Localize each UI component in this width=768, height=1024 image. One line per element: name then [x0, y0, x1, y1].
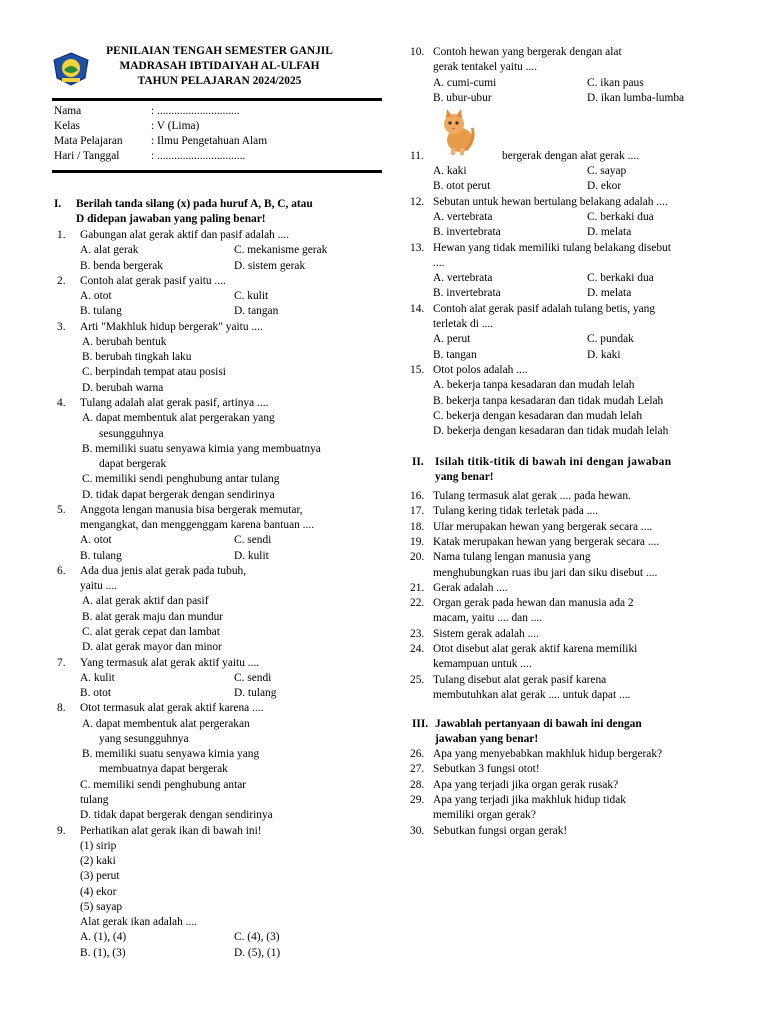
- option-a-b[interactable]: A. kulit: [80, 671, 115, 684]
- question-11-text: bergerak dengan alat gerak ....: [502, 150, 640, 162]
- option-c-d[interactable]: D. melata: [587, 287, 632, 300]
- question-number: 18.: [410, 520, 425, 533]
- option-c-d[interactable]: C. pundak: [587, 333, 634, 346]
- text-continuation: (4) ekor: [80, 885, 117, 898]
- option-c-d[interactable]: C. sendi: [234, 534, 272, 547]
- kelas-value: : V (Lima): [151, 120, 200, 132]
- text-continuation: kemampuan untuk ....: [433, 658, 532, 671]
- question-number: 21.: [410, 581, 425, 594]
- header-divider: [52, 98, 382, 101]
- option-a-b[interactable]: A. (1), (4): [80, 931, 127, 944]
- option-a-b[interactable]: B. tangan: [433, 348, 477, 361]
- text-continuation: memiliki organ gerak?: [433, 809, 536, 822]
- option-c-d[interactable]: C. sayap: [587, 165, 627, 177]
- question-text: Katak merupakan hewan yang bergerak secara ....: [433, 535, 660, 548]
- question-number: 4.: [57, 396, 66, 409]
- option-c-d[interactable]: C. sendi: [234, 671, 272, 684]
- section2-instruction-line2: yang benar!: [435, 471, 494, 483]
- mapel-value: : Ilmu Pengetahuan Alam: [151, 135, 268, 147]
- question-text: Tulang disebut alat gerak pasif karena: [433, 673, 607, 686]
- question-text: Contoh hewan yang bergerak dengan alat: [433, 46, 622, 58]
- option-long[interactable]: A. dapat membentuk alat pergerakan yang: [82, 412, 275, 425]
- text-continuation: gerak tentakel yaitu ....: [433, 61, 538, 74]
- question-text: Ular merupakan hewan yang bergerak secara ....: [433, 520, 653, 533]
- option-c-d[interactable]: D. sistem gerak: [234, 259, 306, 272]
- identity-divider: [52, 170, 382, 173]
- question-number: 15.: [410, 363, 425, 376]
- option-a-b[interactable]: A. vertebrata: [433, 210, 493, 223]
- question-text: Tulang adalah alat gerak pasif, artinya ....: [80, 396, 269, 409]
- question-text: Apa yang terjadi jika organ gerak rusak?: [433, 778, 619, 791]
- question-text: Sistem gerak adalah ....: [433, 627, 539, 640]
- question-text: Sebutkan fungsi organ gerak!: [433, 824, 568, 837]
- question-number: 1.: [57, 229, 66, 241]
- question-text: Otot termasuk alat gerak aktif karena ....: [80, 702, 264, 715]
- question-number: 19.: [410, 535, 425, 548]
- hari-field[interactable]: : ...............................: [151, 150, 246, 162]
- kelas-label: Kelas: [54, 120, 80, 132]
- text-continuation: ....: [433, 256, 445, 269]
- text-continuation: Alat gerak ikan adalah ....: [80, 916, 198, 929]
- option-c-d[interactable]: D. (5), (1): [234, 946, 281, 959]
- text-continuation: tulang: [80, 793, 109, 806]
- question-text: Ada dua jenis alat gerak pada tubuh,: [80, 564, 247, 577]
- question-number: 2.: [57, 274, 66, 287]
- option-long[interactable]: B. memiliki suatu senyawa kimia yang membuatnya: [82, 442, 321, 455]
- question-text: Otot disebut alat gerak aktif karena memiliki: [433, 643, 638, 655]
- option-c-d[interactable]: D. melata: [587, 226, 632, 239]
- question-text: Arti "Makhluk hidup bergerak" yaitu ....: [80, 320, 263, 333]
- question-number: 16.: [410, 490, 425, 502]
- question-number: 9.: [57, 824, 66, 837]
- question-text: Contoh alat gerak pasif yaitu ....: [80, 274, 226, 287]
- cat-image-icon: [438, 108, 478, 156]
- option-long[interactable]: D. berubah warna: [82, 381, 164, 394]
- option-long[interactable]: C. alat gerak cepat dan lambat: [82, 626, 220, 639]
- section3-number: III.: [412, 718, 429, 730]
- header-school: MADRASAH IBTIDAIYAH AL-ULFAH: [119, 60, 320, 72]
- option-continuation: yang sesungguhnya: [99, 732, 189, 745]
- option-c-d[interactable]: D. kaki: [587, 348, 621, 361]
- option-c-d[interactable]: D. kulit: [234, 549, 269, 562]
- option-long[interactable]: A. alat gerak aktif dan pasif: [82, 595, 209, 608]
- text-continuation: (2) kaki: [80, 855, 116, 868]
- question-number: 29.: [410, 793, 425, 806]
- text-continuation: macam, yaitu .... dan ....: [433, 612, 543, 625]
- question-number: 13.: [410, 241, 425, 254]
- header-title: PENILAIAN TENGAH SEMESTER GANJIL: [106, 45, 333, 57]
- question-number: 3.: [57, 320, 66, 333]
- text-continuation: B. bekerja tanpa kesadaran dan tidak mudah Lelah: [433, 394, 664, 407]
- option-long[interactable]: D. tidak dapat bergerak dengan sendirinya: [82, 488, 275, 501]
- question-number: 7.: [57, 656, 66, 669]
- option-long[interactable]: C. berpindah tempat atau posisi: [82, 366, 226, 379]
- question-number: 30.: [410, 824, 425, 837]
- text-continuation: (1) sirip: [80, 839, 117, 852]
- question-number: 26.: [410, 748, 425, 760]
- hari-label: Hari / Tanggal: [54, 150, 120, 162]
- section1-instruction-line1: Berilah tanda silang (x) pada huruf A, B, C, atau: [76, 198, 313, 210]
- option-a-b[interactable]: B. benda bergerak: [80, 259, 163, 272]
- question-number: 17.: [410, 505, 425, 518]
- option-long[interactable]: A. berubah bentuk: [82, 335, 167, 348]
- nama-label: Nama: [54, 105, 82, 117]
- question-text: Organ gerak pada hewan dan manusia ada 2: [433, 597, 634, 610]
- question-number: 8.: [57, 702, 66, 715]
- option-long[interactable]: A. dapat membentuk alat pergerakan: [82, 717, 250, 730]
- question-text: Anggota lengan manusia bisa bergerak memutar,: [80, 503, 303, 516]
- question-text: Otot polos adalah ....: [433, 363, 528, 376]
- section1-instruction-line2: D didepan jawaban yang paling benar!: [76, 213, 266, 225]
- nama-field[interactable]: : .............................: [151, 105, 240, 117]
- question-text: Nama tulang lengan manusia yang: [433, 551, 591, 564]
- option-c-d[interactable]: C. berkaki dua: [587, 272, 654, 285]
- question-number: 20.: [410, 551, 425, 564]
- option-a-b[interactable]: B. ubur-ubur: [433, 91, 492, 104]
- header-year: TAHUN PELAJARAN 2024/2025: [137, 75, 302, 87]
- option-long[interactable]: B. berubah tingkah laku: [82, 351, 192, 364]
- option-a-b[interactable]: A. cumi-cumi: [433, 76, 497, 89]
- option-c-d[interactable]: D. tangan: [234, 305, 279, 318]
- question-number: 5.: [57, 503, 66, 516]
- question-text: Perhatikan alat gerak ikan di bawah ini!: [80, 824, 262, 837]
- section2-instruction-line1: Isilah titik-titik di bawah ini dengan jawaban: [435, 456, 672, 468]
- option-c-d[interactable]: C. (4), (3): [234, 931, 280, 944]
- question-number: 14.: [410, 302, 425, 315]
- section3-instruction-line2: jawaban yang benar!: [435, 733, 539, 745]
- option-a-b[interactable]: B. (1), (3): [80, 946, 126, 959]
- option-a-b[interactable]: B. otot perut: [433, 180, 491, 193]
- question-text: Tulang termasuk alat gerak .... pada hewan.: [433, 490, 631, 502]
- option-a-b[interactable]: A. otot: [80, 290, 112, 303]
- question-text: Sebutan untuk hewan bertulang belakang adalah ....: [433, 195, 668, 208]
- question-number: 23.: [410, 627, 425, 640]
- question-number: 6.: [57, 564, 66, 577]
- option-c-d[interactable]: C. berkaki dua: [587, 210, 654, 223]
- text-continuation: D. bekerja dengan kesadaran dan tidak mudah lelah: [433, 425, 669, 438]
- option-c-d[interactable]: D. ekor: [587, 180, 622, 193]
- section3-instruction-line1: Jawablah pertanyaan di bawah ini dengan: [435, 718, 642, 730]
- question-text: Apa yang terjadi jika makhluk hidup tidak: [433, 793, 626, 806]
- option-a-b[interactable]: A. alat gerak: [80, 244, 139, 257]
- question-text: Gerak adalah ....: [433, 581, 508, 594]
- question-number: 22.: [410, 597, 425, 610]
- question-number: 27.: [410, 763, 425, 776]
- option-a-b[interactable]: B. tulang: [80, 305, 122, 318]
- option-a-b[interactable]: B. otot: [80, 687, 112, 700]
- text-continuation: (3) perut: [80, 870, 120, 883]
- mapel-label: Mata Pelajaran: [54, 135, 123, 147]
- option-c-d[interactable]: C. ikan paus: [587, 76, 644, 89]
- question-number: 12.: [410, 195, 425, 208]
- question-text: Apa yang menyebabkan makhluk hidup bergerak?: [433, 748, 663, 760]
- option-a-b[interactable]: A. otot: [80, 534, 112, 547]
- option-long[interactable]: B. alat gerak maju dan mundur: [82, 610, 224, 623]
- option-continuation: membuatnya dapat bergerak: [99, 763, 228, 776]
- option-long[interactable]: B. memiliki suatu senyawa kimia yang: [82, 748, 260, 761]
- text-continuation: D. tidak dapat bergerak dengan sendirinya: [80, 809, 273, 822]
- option-long[interactable]: D. alat gerak mayor dan minor: [82, 641, 222, 654]
- question-number: 28.: [410, 778, 425, 791]
- option-c-d[interactable]: C. mekanisme gerak: [234, 244, 328, 257]
- option-c-d[interactable]: D. tulang: [234, 687, 277, 700]
- section2-number: II.: [412, 456, 424, 468]
- text-continuation: C. memiliki sendi penghubung antar: [80, 778, 247, 791]
- option-a-b[interactable]: B. tulang: [80, 549, 122, 562]
- option-c-d[interactable]: D. ikan lumba-lumba: [587, 91, 685, 104]
- option-continuation: sesungguhnya: [99, 427, 164, 440]
- text-continuation: (5) sayap: [80, 900, 123, 913]
- option-a-b[interactable]: A. perut: [433, 333, 471, 346]
- question-11-number: 11.: [410, 150, 424, 162]
- question-text: Yang termasuk alat gerak aktif yaitu ....: [80, 656, 260, 669]
- text-continuation: membutuhkan alat gerak .... untuk dapat ....: [433, 688, 631, 701]
- question-text: Tulang kering tidak terletak pada ....: [433, 505, 599, 518]
- option-a-b[interactable]: A. kaki: [433, 165, 467, 177]
- text-continuation: terletak di ....: [433, 318, 494, 330]
- question-number: 25.: [410, 673, 425, 686]
- section1-number: I.: [54, 198, 62, 210]
- question-number: 10.: [410, 46, 425, 58]
- option-a-b[interactable]: A. vertebrata: [433, 272, 493, 285]
- text-continuation: mengangkat, dan menggenggam karena bantuan ....: [80, 519, 315, 532]
- text-continuation: C. bekerja dengan kesadaran dan mudah lelah: [433, 409, 643, 422]
- text-continuation: menghubungkan ruas ibu jari dan siku disebut ....: [433, 566, 658, 579]
- text-continuation: yaitu ....: [80, 580, 118, 593]
- option-long[interactable]: C. memiliki sendi penghubung antar tulang: [82, 473, 280, 486]
- option-a-b[interactable]: B. invertebrata: [433, 226, 501, 239]
- question-text: Hewan yang tidak memiliki tulang belakang disebut: [433, 241, 671, 254]
- question-number: 24.: [410, 643, 425, 655]
- question-text: Sebutkan 3 fungsi otot!: [433, 763, 540, 776]
- text-continuation: A. bekerja tanpa kesadaran dan mudah lelah: [433, 379, 635, 392]
- option-c-d[interactable]: C. kulit: [234, 290, 269, 303]
- question-text: Gabungan alat gerak aktif dan pasif adalah ....: [80, 229, 290, 241]
- option-a-b[interactable]: B. invertebrata: [433, 287, 501, 300]
- option-continuation: dapat bergerak: [99, 458, 167, 471]
- question-text: Contoh alat gerak pasif adalah tulang betis, yang: [433, 302, 656, 315]
